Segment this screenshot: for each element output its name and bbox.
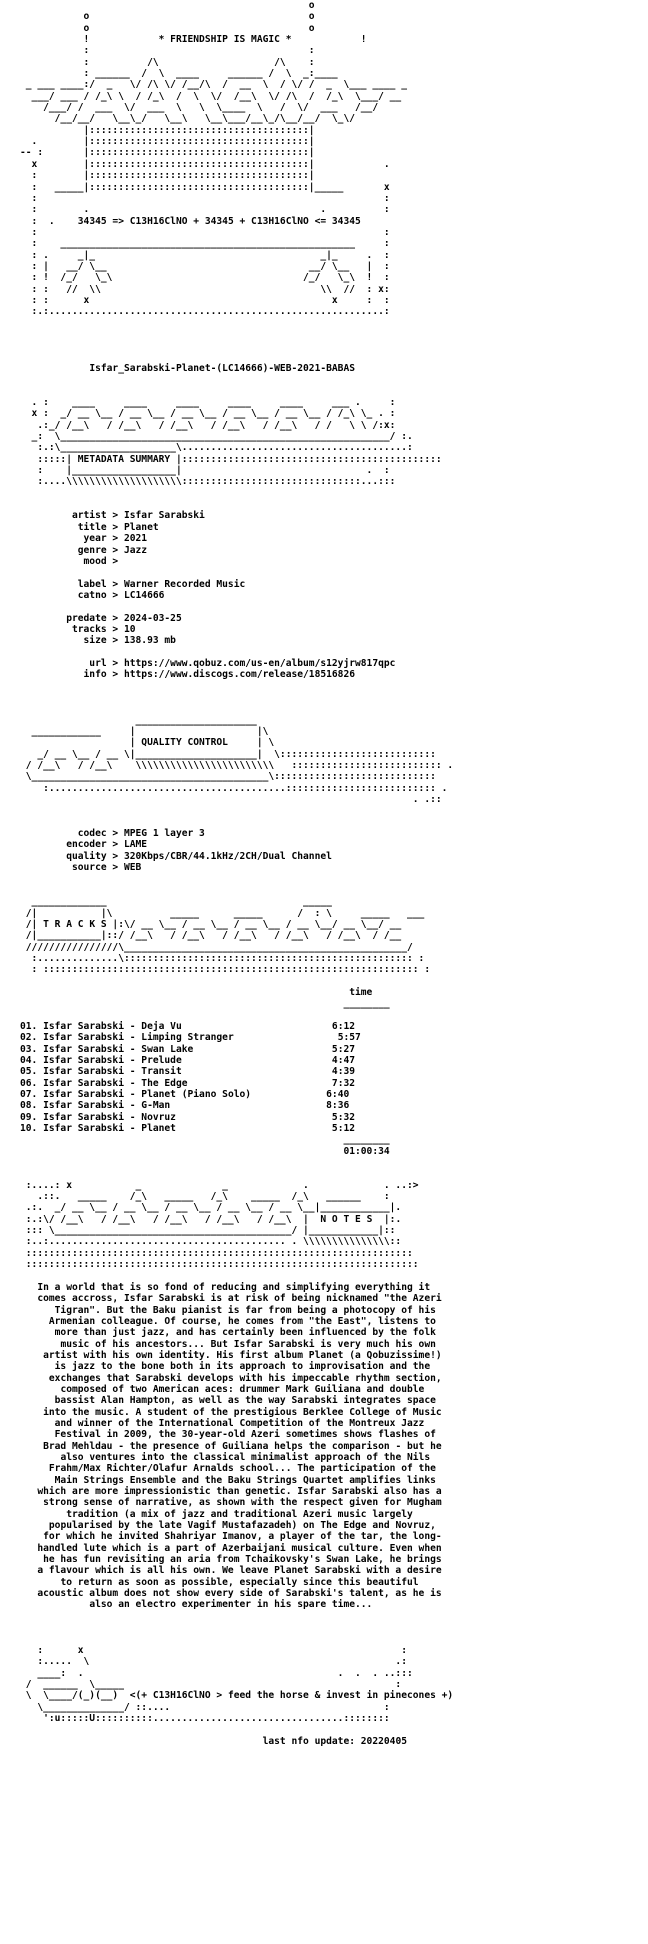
track-name: Isfar Sarabski - The Edge: [43, 1077, 188, 1089]
art-line: : |::::::::::::::::::::::::::::::::::::::|: [20, 170, 315, 182]
art-line: _____________ _____: [20, 896, 332, 908]
notes-line: [20, 1486, 630, 1497]
track-number: 01.: [20, 1020, 38, 1032]
track-number: 10.: [20, 1123, 38, 1135]
notes-line: [20, 1520, 630, 1531]
notes-text-line: Festival in 2009, the 30-year-old Azeri sometimes shows flashes of: [54, 1429, 436, 1441]
notes-text-line: Main Strings Ensemble and the Baku Strings Quartet amplifies links: [54, 1474, 436, 1486]
notes-line: [20, 1395, 630, 1406]
notes-line: [20, 1305, 630, 1316]
blank-line: [20, 1634, 630, 1645]
track-time: 4:47: [331, 1054, 356, 1066]
footer-tagline: <(+ C13H16ClNO > feed the horse & invest in pinecones +): [129, 1690, 454, 1702]
quality-source: WEB: [123, 862, 142, 874]
notes-text-line: composed of two American aces: drummer Mark Guiliana and double: [60, 1383, 425, 1395]
art-line: o o: [20, 22, 315, 34]
tracks-total-row: [20, 1146, 630, 1157]
blank-line: [20, 873, 630, 884]
meta-genre: Jazz: [123, 544, 148, 556]
art-line: :..............\:::::::::::::::::::::::::::::::::::::::::::::::::: :: [20, 952, 425, 964]
notes-line: [20, 1350, 630, 1361]
notes-line: [20, 1282, 630, 1293]
art-line: :::::| METADATA SUMMARY |:::::::::::::::::::::::::::::::::::::::::::::: [20, 453, 442, 465]
art-line: ////////////////\_________________________________________________/: [20, 941, 413, 953]
banner-text: * FRIENDSHIP IS MAGIC *: [158, 34, 292, 46]
track-time: 6:12: [331, 1020, 356, 1032]
meta-info-row: info > https://www.discogs.com/release/18516826: [20, 669, 356, 681]
meta-mood-row: mood >: [20, 555, 124, 567]
art-line: ::: \_________________________________________/ |____________|::: [20, 1225, 396, 1237]
blank-line: [20, 976, 630, 987]
blank-line: [20, 817, 630, 828]
notes-line: [20, 1441, 630, 1452]
blank-line: [20, 374, 630, 385]
track-name: Isfar Sarabski - Novruz: [43, 1111, 176, 1123]
tracks-time-header: time: [349, 986, 373, 998]
notes-text-line: In a world that is so fond of reducing and simplifying everything it: [37, 1281, 431, 1293]
notes-text-line: music of his ancestors... But Isfar Sarabski is very much his own: [60, 1338, 436, 1350]
art-line: : ______ / \ ____ ______ / \ _:____: [20, 68, 338, 80]
nfo-document: [20, 0, 630, 1747]
section-tracks: T R A C K S: [43, 918, 107, 930]
meta-predate: 2024-03-25: [123, 612, 182, 624]
notes-text-line: is jazz to the bone both in its approach to improvisation and the: [54, 1361, 431, 1373]
track-number: 06.: [20, 1077, 38, 1089]
art-line: /| T R A C K S |:\/ __ \__ / __ \__ / __ \__ / __ \__/ __ \__/ __: [20, 918, 402, 930]
notes-line: [20, 1316, 630, 1327]
meta-info-link: https://www.discogs.com/release/18516826: [123, 669, 356, 681]
blank-line: [20, 647, 630, 658]
blank-line: [20, 318, 630, 329]
notes-text-line: acoustic album does not show every side of Sarabski's talent, as he is: [37, 1588, 442, 1600]
track-row: [20, 1100, 630, 1111]
notes-line: [20, 1327, 630, 1338]
notes-text-line: more than just jazz, and has certainly been influenced by the folk: [54, 1327, 436, 1339]
release-name: Isfar_Sarabski-Planet-(LC14666)-WEB-2021-BABAS: [89, 363, 356, 374]
art-line: :..:......................................... . \\\\\\\\\\\\\\\::: [20, 1236, 402, 1248]
art-line: : |__________________| . :: [20, 465, 390, 477]
track-row: [20, 1112, 630, 1123]
notes-text-line: Tigran". But the Baku pianist is far from being a photocopy of his: [54, 1304, 436, 1316]
notes-text-line: a flavour which is all his own. We leave Planet Sarabski with a desire: [37, 1565, 442, 1577]
notes-line: [20, 1588, 630, 1599]
notes-text-line: which are more impressionistic than genetic. Isfar Sarabski also has a: [37, 1486, 442, 1498]
notes-text-line: Frahm/Max Richter/Olafur Arnalds school... The participation of the: [48, 1463, 436, 1475]
art-line: \ \____/(_)(__) <(+ C13H16ClNO > feed the horse & invest in pinecones +): [20, 1690, 454, 1702]
blank-line: [20, 499, 630, 510]
notes-text-line: Armenian colleague. Of course, he comes from "the East", listens to: [48, 1315, 436, 1327]
track-name: Isfar Sarabski - Planet (Piano Solo): [43, 1089, 252, 1100]
art-line: :....: x _ _ . . ..:>: [20, 1179, 419, 1191]
notes-line: [20, 1509, 630, 1520]
track-number: 07.: [20, 1089, 38, 1100]
section-quality: QUALITY CONTROL: [141, 737, 228, 749]
art-line: : . . :: [20, 204, 390, 216]
art-line: \_________________________________________\::::::::::::::::::::::::::::: [20, 771, 436, 783]
art-line: ________: [20, 998, 390, 1010]
meta-catno: LC14666: [123, 589, 165, 601]
art-line: _ ___ ____:/ _ \/ /\ \/ /__/\ / __ \ / \/ / _ \___ ____ _: [20, 79, 407, 91]
notes-line: [20, 1339, 630, 1350]
meta-label: Warner Recorded Music: [123, 578, 246, 590]
art-line: ___/ ___ / /_\ \ / /_\ / \ \/ /__\ \/ /\ / /_\ \___/ __: [20, 90, 402, 102]
track-name: Isfar Sarabski - Swan Lake: [43, 1043, 194, 1055]
blank-line: [20, 1622, 630, 1633]
art-line: : :: [20, 192, 390, 204]
notes-line: [20, 1418, 630, 1429]
meta-url-link: https://www.qobuz.com/us-en/album/s12yjrw817qpc: [123, 657, 396, 669]
blank-line: [20, 681, 630, 692]
track-row: [20, 1078, 630, 1089]
track-row: [20, 1066, 630, 1077]
track-time: 5:27: [331, 1043, 356, 1055]
notes-text-line: bassist Alan Hampton, as well as the way Sarabski integrates space: [54, 1395, 436, 1407]
art-line: ':u:::::U::::::::::.................................::::::::: [20, 1712, 390, 1724]
section-metadata: METADATA SUMMARY: [77, 453, 171, 465]
art-line: :.:\/ /__\ / /__\ / /__\ / /__\ / /__\ | N O T E S |:.: [20, 1213, 402, 1225]
meta-tracks: 10: [123, 623, 136, 635]
track-name: Isfar Sarabski - Transit: [43, 1066, 182, 1078]
notes-line: [20, 1475, 630, 1486]
meta-genre-row: genre > Jazz: [20, 544, 148, 556]
blank-line: [20, 1168, 630, 1179]
meta-tracks-row: tracks > 10: [20, 623, 136, 635]
art-line: . : ____ ____ ____ ____ ____ ___ . :: [20, 397, 396, 409]
track-number: 09.: [20, 1111, 38, 1123]
art-line: /__/__/ \__\_/ \__\ \__\___/__\_/\__/__/ \_\/: [20, 113, 356, 125]
meta-size: 138.93 mb: [123, 635, 176, 647]
quality-codec-row: codec > MPEG 1 layer 3: [20, 828, 205, 840]
track-name: Isfar Sarabski - Deja Vu: [43, 1020, 182, 1032]
track-row: [20, 1089, 630, 1100]
art-line: : :: [20, 45, 315, 57]
blank-line: [20, 1611, 630, 1622]
art-line: : ___________________________________________________ :: [20, 238, 390, 250]
track-time: 5:57: [337, 1032, 361, 1044]
art-line: : :: [20, 226, 390, 238]
art-line: . .::: [20, 794, 442, 806]
track-number: 08.: [20, 1100, 38, 1112]
notes-line: [20, 1361, 630, 1372]
track-time: 5:32: [331, 1111, 356, 1123]
art-line: o: [20, 0, 315, 11]
formula-line: 34345 => C13H16ClNO + 34345 + C13H16ClNO <= 34345: [77, 215, 361, 227]
notes-text-line: also ventures into the classical minimalist approach of the Nils: [60, 1452, 431, 1463]
art-line: : . _|_ _|_ . :: [20, 249, 390, 261]
art-line: : : // \\ \\ // : x:: [20, 283, 390, 295]
notes-line: [20, 1463, 630, 1474]
art-line: -- : |::::::::::::::::::::::::::::::::::::::|: [20, 147, 315, 159]
quality-quality: 320Kbps/CBR/44.1kHz/2CH/Dual Channel: [123, 850, 332, 862]
notes-line: [20, 1497, 630, 1508]
section-notes: N O T E S: [320, 1213, 373, 1225]
art-line: /___/ / ___ \/ ___ \ \ \____ \ / \/ ___ /__/: [20, 102, 379, 114]
notes-text-line: popularised by the late Vagif Mustafazadeh) on The Edge and Novruz,: [48, 1520, 436, 1532]
notes-text-line: exchanges that Sarabski develops with his impeccable rhythm section,: [48, 1372, 442, 1384]
art-line: : _____|::::::::::::::::::::::::::::::::::::::|_____ x: [20, 181, 390, 193]
notes-line: [20, 1599, 630, 1610]
track-row: [20, 1021, 630, 1032]
art-line: ! * FRIENDSHIP IS MAGIC * !: [20, 34, 367, 46]
tracks-total: 01:00:34: [343, 1145, 390, 1157]
art-line: :::::::::::::::::::::::::::::::::::::::::::::::::::::::::::::::::::: [20, 1247, 413, 1259]
blank-line: [20, 703, 630, 714]
blank-line: [20, 488, 630, 499]
blank-line: [20, 567, 630, 578]
track-time: 8:36: [326, 1100, 350, 1112]
notes-line: [20, 1293, 630, 1304]
notes-line: [20, 1554, 630, 1565]
track-name: Isfar Sarabski - Prelude: [43, 1054, 182, 1066]
notes-text-line: he has fun revisiting an aria from Tchaikovsky's Swan Lake, he brings: [43, 1554, 442, 1566]
quality-quality-row: quality > 320Kbps/CBR/44.1kHz/2CH/Dual Channel: [20, 850, 332, 862]
notes-text-line: artist with his own identity. His first album Planet (a Qobuzissime!): [43, 1349, 442, 1361]
art-line: /|___________|::/ /__\ / /__\ / /__\ / /__\ / /__\ / /__: [20, 930, 402, 942]
blank-line: [20, 1010, 630, 1021]
blank-line: [20, 386, 630, 397]
track-number: 03.: [20, 1043, 38, 1055]
notes-text-line: to return as soon as possible, especially since this beautiful: [60, 1576, 419, 1588]
notes-text-line: and winner of the International Competition of the Montreux Jazz: [54, 1417, 425, 1429]
meta-title: Planet: [123, 521, 159, 533]
art-line: ::::::::::::::::::::::::::::::::::::::::::::::::::::::::::::::::::::: [20, 1259, 419, 1271]
footer-update-row: [20, 1736, 630, 1747]
art-line: \______________/ ::.... :: [20, 1701, 390, 1713]
track-row: [20, 1123, 630, 1134]
art-line: _: \_________________________________________________________/ :.: [20, 431, 413, 443]
track-time: 4:39: [331, 1066, 356, 1078]
art-line: .:_/ /__\ / /__\ / /__\ / /__\ / /__\ / / \ \ /:x:: [20, 419, 396, 431]
track-name: Isfar Sarabski - Limping Stranger: [43, 1032, 234, 1044]
meta-label-row: label > Warner Recorded Music: [20, 578, 246, 590]
art-line: | QUALITY CONTROL | \: [20, 737, 275, 749]
notes-line: [20, 1531, 630, 1542]
quality-encoder: LAME: [123, 839, 148, 851]
art-line: ____: . . . . ..:::: [20, 1667, 413, 1679]
notes-line: [20, 1429, 630, 1440]
notes-text-line: also an electro experimenter in his spare time...: [89, 1599, 373, 1611]
art-line: : | __/ \__ __/ \__ | :: [20, 260, 390, 272]
footer-last-update: last nfo update: 20220405: [262, 1735, 407, 1747]
notes-text-line: into the music. A student of the prestigious Berklee College of Music: [43, 1406, 442, 1418]
art-line: x |::::::::::::::::::::::::::::::::::::::| .: [20, 158, 390, 170]
blank-line: [20, 1157, 630, 1168]
art-line: |::::::::::::::::::::::::::::::::::::::|: [20, 124, 315, 136]
notes-text-line: for which he invited Shahriyar Imanov, a player of the tar, the long-: [43, 1531, 442, 1543]
meta-artist: Isfar Sarabski: [123, 510, 205, 522]
notes-line: [20, 1373, 630, 1384]
notes-text-line: comes accross, Isfar Sarabski is at risk of being nicknamed "the Azeri: [37, 1293, 442, 1305]
tracks-time-header-row: [20, 987, 630, 998]
meta-year-row: year > 2021: [20, 533, 148, 545]
art-line: :....\\\\\\\\\\\\\\\\\\\\:::::::::::::::::::::::::::::::...:::: [20, 476, 396, 488]
art-line: x : _/ __ \__ / __ \__ / __ \__ / __ \__ / __ \__ / /_\ \_ . :: [20, 408, 396, 420]
track-number: 05.: [20, 1066, 38, 1078]
art-line: /| |\ _____ _____ / : \ _____ ___: [20, 907, 425, 919]
blank-line: [20, 1271, 630, 1282]
art-line: ____________ | |\: [20, 726, 269, 737]
art-line: :.........................................:::::::::::::::::::::::::: .: [20, 782, 448, 794]
art-line: .:. _/ __ \__ / __ \__ / __ \__ / __ \__ / __ \__|____________|.: [20, 1202, 402, 1214]
art-line: / /__\ / /__\ \\\\\\\\\\\\\\\\\\\\\\\\ :::::::::::::::::::::::::: .: [20, 760, 454, 772]
track-row: [20, 1044, 630, 1055]
meta-catno-row: catno > LC14666: [20, 589, 165, 601]
meta-predate-row: predate > 2024-03-25: [20, 612, 182, 624]
art-line: / ______ \_____ :: [20, 1678, 402, 1690]
notes-line: [20, 1543, 630, 1554]
release-line: [20, 363, 630, 374]
track-row: [20, 1055, 630, 1066]
art-line: _/ __ \__ / __ \|_____________________| \:::::::::::::::::::::::::::: [20, 748, 436, 760]
art-line: .::. _____ /_\ _____ /_\ _____ /_\ ______ :: [20, 1191, 390, 1203]
blank-line: [20, 329, 630, 340]
track-time: 6:40: [326, 1089, 350, 1100]
art-line: : x :: [20, 1644, 407, 1656]
blank-line: [20, 1724, 630, 1735]
blank-line: [20, 805, 630, 816]
notes-line: [20, 1384, 630, 1395]
track-row: [20, 1032, 630, 1043]
blank-line: [20, 340, 630, 351]
notes-line: [20, 1565, 630, 1576]
meta-url-row: url > https://www.qobuz.com/us-en/album/s12yjrw817qpc: [20, 657, 396, 669]
art-line: :..... \ .:: [20, 1656, 407, 1668]
blank-line: [20, 352, 630, 363]
quality-codec: MPEG 1 layer 3: [123, 828, 205, 840]
art-line: ________: [20, 1134, 390, 1146]
art-line: : ::::::::::::::::::::::::::::::::::::::::::::::::::::::::::::::::: :: [20, 964, 431, 976]
meta-year: 2021: [123, 533, 148, 545]
art-line: : ! /_/ \_\ /_/ \_\ ! :: [20, 272, 390, 284]
blank-line: [20, 885, 630, 896]
quality-source-row: source > WEB: [20, 862, 142, 874]
meta-title-row: title > Planet: [20, 521, 159, 533]
track-name: Isfar Sarabski - Planet: [43, 1123, 176, 1135]
art-line: . |::::::::::::::::::::::::::::::::::::::|: [20, 136, 315, 148]
art-line: :.:\____________________\.......................................:: [20, 442, 413, 454]
track-number: 04.: [20, 1054, 38, 1066]
art-line: :.:..........................................................:: [20, 306, 390, 318]
notes-text-line: tradition (a mix of jazz and traditional Azeri music largely: [66, 1508, 413, 1520]
quality-encoder-row: encoder > LAME: [20, 839, 148, 851]
art-line: : /\ /\ :: [20, 56, 315, 68]
notes-line: [20, 1407, 630, 1418]
notes-text-line: handled lute which is a part of Azerbaijani musical culture. Even when: [37, 1542, 442, 1554]
notes-line: [20, 1452, 630, 1463]
art-line: : . 34345 => C13H16ClNO + 34345 + C13H16ClNO <= 34345: [20, 215, 361, 227]
art-line: : : x x : :: [20, 294, 390, 306]
track-time: 7:32: [331, 1077, 356, 1089]
art-line: o o: [20, 11, 315, 23]
track-time: 5:12: [331, 1123, 356, 1135]
blank-line: [20, 601, 630, 612]
blank-line: [20, 692, 630, 703]
meta-size-row: size > 138.93 mb: [20, 635, 176, 647]
track-name: Isfar Sarabski - G-Man: [43, 1100, 171, 1112]
track-number: 02.: [20, 1032, 38, 1044]
notes-text-line: strong sense of narrative, as shown with the respect given for Mugham: [43, 1497, 442, 1509]
notes-text-line: Brad Mehldau - the presence of Guiliana helps the comparison - but he: [43, 1440, 442, 1452]
meta-artist-row: artist > Isfar Sarabski: [20, 510, 205, 522]
notes-line: [20, 1577, 630, 1588]
art-line: _____________________: [20, 714, 257, 726]
